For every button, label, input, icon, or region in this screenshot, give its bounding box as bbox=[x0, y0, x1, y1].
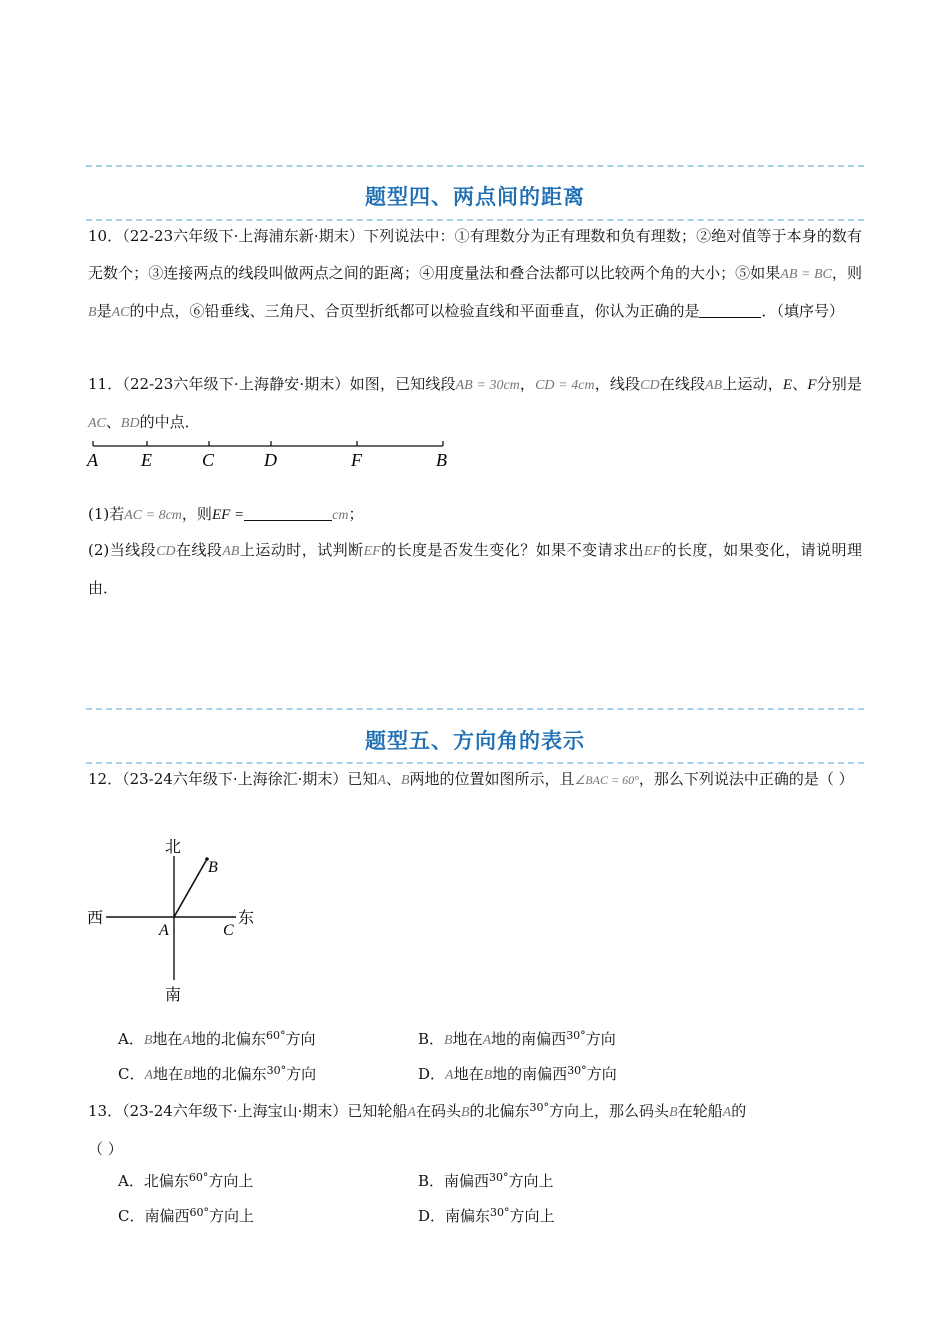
q11-math-ac: AC bbox=[88, 416, 106, 431]
q13-option-c[interactable] bbox=[118, 1202, 254, 1227]
q13-option-b[interactable] bbox=[418, 1167, 554, 1192]
compass-south-label: 南 bbox=[165, 987, 182, 1004]
q12-math-angle: ∠BAC = 60° bbox=[574, 773, 639, 787]
q12-option-c[interactable] bbox=[118, 1060, 316, 1087]
q10-source: （22-23六年级下·上海浦东新·期末） bbox=[122, 227, 365, 245]
q11-part2 bbox=[88, 532, 862, 607]
option-degree: 60° bbox=[188, 1171, 209, 1184]
point-label-f: F bbox=[351, 450, 362, 470]
section4-title: 题型四、两点间的距离 bbox=[365, 185, 585, 209]
q13-degree: 30° bbox=[529, 1101, 550, 1114]
compass-figure bbox=[84, 836, 274, 1006]
option-degree: 60° bbox=[266, 1029, 286, 1042]
q10-answer-blank[interactable] bbox=[699, 303, 761, 318]
option-degree: 60° bbox=[189, 1206, 209, 1219]
option-text: 地的南偏西 bbox=[491, 1030, 567, 1048]
q13-answer-paren[interactable]: （ ） bbox=[88, 1140, 123, 1158]
q11-source: （22-23六年级下·上海静安·期末） bbox=[122, 375, 350, 393]
q13-math-b2: B bbox=[669, 1105, 678, 1120]
option-math: A bbox=[482, 1033, 492, 1048]
option-math: B bbox=[483, 1068, 493, 1083]
q11-part1-math-ac: AC = 8cm bbox=[124, 508, 182, 523]
q10-math-ab-bc: AB = BC bbox=[780, 267, 832, 282]
option-label: B． bbox=[418, 1030, 445, 1048]
option-text: 北偏东 bbox=[143, 1172, 189, 1190]
q11-math-ab2: AB bbox=[705, 378, 723, 393]
q11-math-cd: CD = 4cm bbox=[535, 378, 595, 393]
q10-math-ac: AC bbox=[111, 305, 130, 320]
q13-math-a: A bbox=[407, 1105, 416, 1120]
q11-text: ，线段 bbox=[594, 375, 641, 393]
q11-part2-text: 的长度是否发生变化？如果不变请求出 bbox=[380, 541, 644, 559]
q12-text: 已知 bbox=[347, 770, 378, 788]
q13-text: 方向上，那么码头 bbox=[549, 1102, 670, 1120]
q11-part1 bbox=[88, 496, 862, 534]
question-13 bbox=[88, 1089, 862, 1168]
q11-number: 11． bbox=[88, 375, 123, 393]
compass-east-label: 东 bbox=[238, 910, 255, 927]
option-text: 地在 bbox=[452, 1030, 483, 1048]
question-11 bbox=[88, 366, 862, 442]
q11-math-ab: AB = 30cm bbox=[455, 378, 520, 393]
q11-text: 上运动， bbox=[722, 375, 783, 393]
option-text: 方向 bbox=[586, 1065, 617, 1083]
question-12 bbox=[88, 761, 862, 799]
q12-text: ，那么下列说法中正确的是（ ） bbox=[638, 770, 854, 788]
q11-math-f: F bbox=[807, 377, 817, 393]
option-degree: 30° bbox=[490, 1206, 510, 1219]
option-text: 方向 bbox=[285, 1030, 316, 1048]
point-label-a: A bbox=[87, 450, 98, 470]
point-label-d: D bbox=[264, 450, 277, 470]
q11-math-bd: BD bbox=[120, 416, 140, 431]
q11-part1-text: ，则 bbox=[181, 505, 212, 523]
q11-part2-math-ab: AB bbox=[222, 544, 240, 559]
q13-text: 在轮船 bbox=[677, 1102, 723, 1120]
q11-part1-math-ef: EF = bbox=[211, 507, 245, 523]
section4-top-divider bbox=[86, 165, 864, 167]
option-math: B bbox=[183, 1068, 192, 1083]
q13-text: 的北偏东 bbox=[469, 1102, 530, 1120]
q11-math-cd2: CD bbox=[640, 378, 660, 393]
option-label: C． bbox=[118, 1065, 145, 1083]
q13-text: 在码头 bbox=[415, 1102, 461, 1120]
option-text: 地在 bbox=[153, 1065, 184, 1083]
q13-option-a[interactable] bbox=[118, 1167, 253, 1192]
q11-text: 、 bbox=[105, 413, 121, 431]
q11-math-e: E bbox=[782, 377, 793, 393]
option-text: 方向 bbox=[286, 1065, 317, 1083]
option-degree: 30° bbox=[266, 1064, 287, 1077]
q11-part2-text: 的长度，如果变化，请说明理由． bbox=[88, 541, 862, 597]
q13-text: 已知轮船 bbox=[347, 1102, 408, 1120]
q10-text: 是 bbox=[96, 302, 112, 320]
q10-text: 的中点，⑥铅垂线、三角尺、合页型折纸都可以检验直线和平面垂直，你认为正确的是 bbox=[129, 302, 700, 320]
compass-north-label: 北 bbox=[165, 839, 182, 856]
q10-number: 10． bbox=[88, 227, 123, 245]
option-math: B bbox=[444, 1033, 453, 1048]
option-text: 地在 bbox=[152, 1030, 183, 1048]
q13-math-a2: A bbox=[722, 1105, 732, 1120]
q11-text: ， bbox=[519, 375, 536, 393]
q11-text: 、 bbox=[792, 375, 808, 393]
option-text: 南偏西 bbox=[444, 1172, 490, 1190]
q10-text: 下列说法中：①有理数分为正有理数和负有理数；②绝对值等于本身的数有无数个；③连接两点的线段叫做两点之间的距离；④用度量法和叠合法都可以比较两个角的大小；⑤如果 bbox=[88, 227, 863, 282]
option-text: 地在 bbox=[453, 1065, 484, 1083]
point-label-e: E bbox=[141, 450, 152, 470]
option-math: A bbox=[445, 1068, 454, 1083]
option-label: C． bbox=[118, 1207, 145, 1225]
q12-option-b[interactable] bbox=[418, 1025, 616, 1052]
option-text: 方向上 bbox=[209, 1207, 255, 1225]
q11-part1-unit: cm bbox=[332, 508, 349, 523]
compass-point-c-label: C bbox=[223, 922, 234, 939]
option-text: 南偏西 bbox=[144, 1207, 190, 1225]
option-label: A． bbox=[118, 1172, 144, 1190]
q11-part2-math-ef: EF bbox=[363, 544, 381, 559]
option-label: D． bbox=[418, 1207, 446, 1225]
ray-ab bbox=[174, 859, 207, 917]
q11-part2-math-cd: CD bbox=[156, 544, 176, 559]
q13-number: 13． bbox=[88, 1102, 123, 1120]
q11-text: 在线段 bbox=[659, 375, 706, 393]
q12-option-a[interactable] bbox=[118, 1025, 316, 1052]
option-degree: 30° bbox=[489, 1171, 509, 1184]
q11-part1-text: (1)若 bbox=[88, 505, 125, 523]
option-text: 方向 bbox=[585, 1030, 616, 1048]
q11-part1-text: ； bbox=[348, 505, 364, 523]
option-label: B． bbox=[418, 1172, 445, 1190]
segment-ticks bbox=[93, 441, 443, 446]
option-math: B bbox=[143, 1033, 153, 1048]
segment-figure bbox=[80, 435, 460, 475]
q11-text: 如图，已知线段 bbox=[349, 375, 456, 393]
q11-part2-text: 在线段 bbox=[175, 541, 223, 559]
q10-math-b: B bbox=[88, 305, 97, 320]
q10-text: ，则 bbox=[831, 264, 862, 282]
q13-option-d[interactable] bbox=[418, 1202, 555, 1227]
q12-math-a: A bbox=[377, 773, 386, 788]
q12-text: 两地的位置如图所示，且 bbox=[409, 770, 575, 788]
question-10 bbox=[88, 218, 862, 331]
option-text: 地的北偏东 bbox=[191, 1065, 267, 1083]
option-math: A bbox=[144, 1068, 154, 1083]
q13-source: （23-24六年级下·上海宝山·期末） bbox=[122, 1102, 348, 1120]
q11-text: 分别是 bbox=[816, 375, 862, 393]
option-text: 方向上 bbox=[508, 1172, 554, 1190]
option-text: 地的北偏东 bbox=[190, 1030, 266, 1048]
q12-option-d[interactable] bbox=[418, 1060, 617, 1087]
q11-part2-math-ef2: EF bbox=[643, 544, 662, 559]
q11-part2-text: (2)当线段 bbox=[88, 541, 157, 559]
option-degree: 30° bbox=[566, 1029, 586, 1042]
q12-text: 、 bbox=[385, 770, 401, 788]
option-math: A bbox=[182, 1033, 191, 1048]
option-text: 南偏东 bbox=[445, 1207, 491, 1225]
q12-number: 12． bbox=[88, 770, 123, 788]
option-degree: 30° bbox=[567, 1064, 587, 1077]
q12-math-b: B bbox=[400, 773, 410, 788]
point-label-c: C bbox=[202, 450, 215, 470]
point-label-b: B bbox=[436, 450, 447, 470]
q11-text: 的中点． bbox=[139, 413, 200, 431]
q10-text: ．（填序号） bbox=[761, 302, 844, 320]
compass-west-label: 西 bbox=[87, 910, 104, 927]
option-label: D． bbox=[418, 1065, 446, 1083]
q13-math-b: B bbox=[460, 1105, 470, 1120]
compass-point-b-label: B bbox=[208, 859, 218, 876]
section5-top-divider bbox=[86, 708, 864, 710]
compass-point-a-label: A bbox=[159, 922, 169, 939]
q11-part2-text: 上运动时，试判断 bbox=[239, 541, 364, 559]
q12-source: （23-24六年级下·上海徐汇·期末） bbox=[122, 770, 348, 788]
q11-part1-answer-blank[interactable] bbox=[244, 506, 332, 521]
option-text: 方向上 bbox=[208, 1172, 254, 1190]
q13-text: 的 bbox=[731, 1102, 747, 1120]
section5-title: 题型五、方向角的表示 bbox=[365, 729, 585, 753]
option-text: 方向上 bbox=[509, 1207, 555, 1225]
option-label: A． bbox=[118, 1030, 144, 1048]
option-text: 地的南偏西 bbox=[492, 1065, 568, 1083]
